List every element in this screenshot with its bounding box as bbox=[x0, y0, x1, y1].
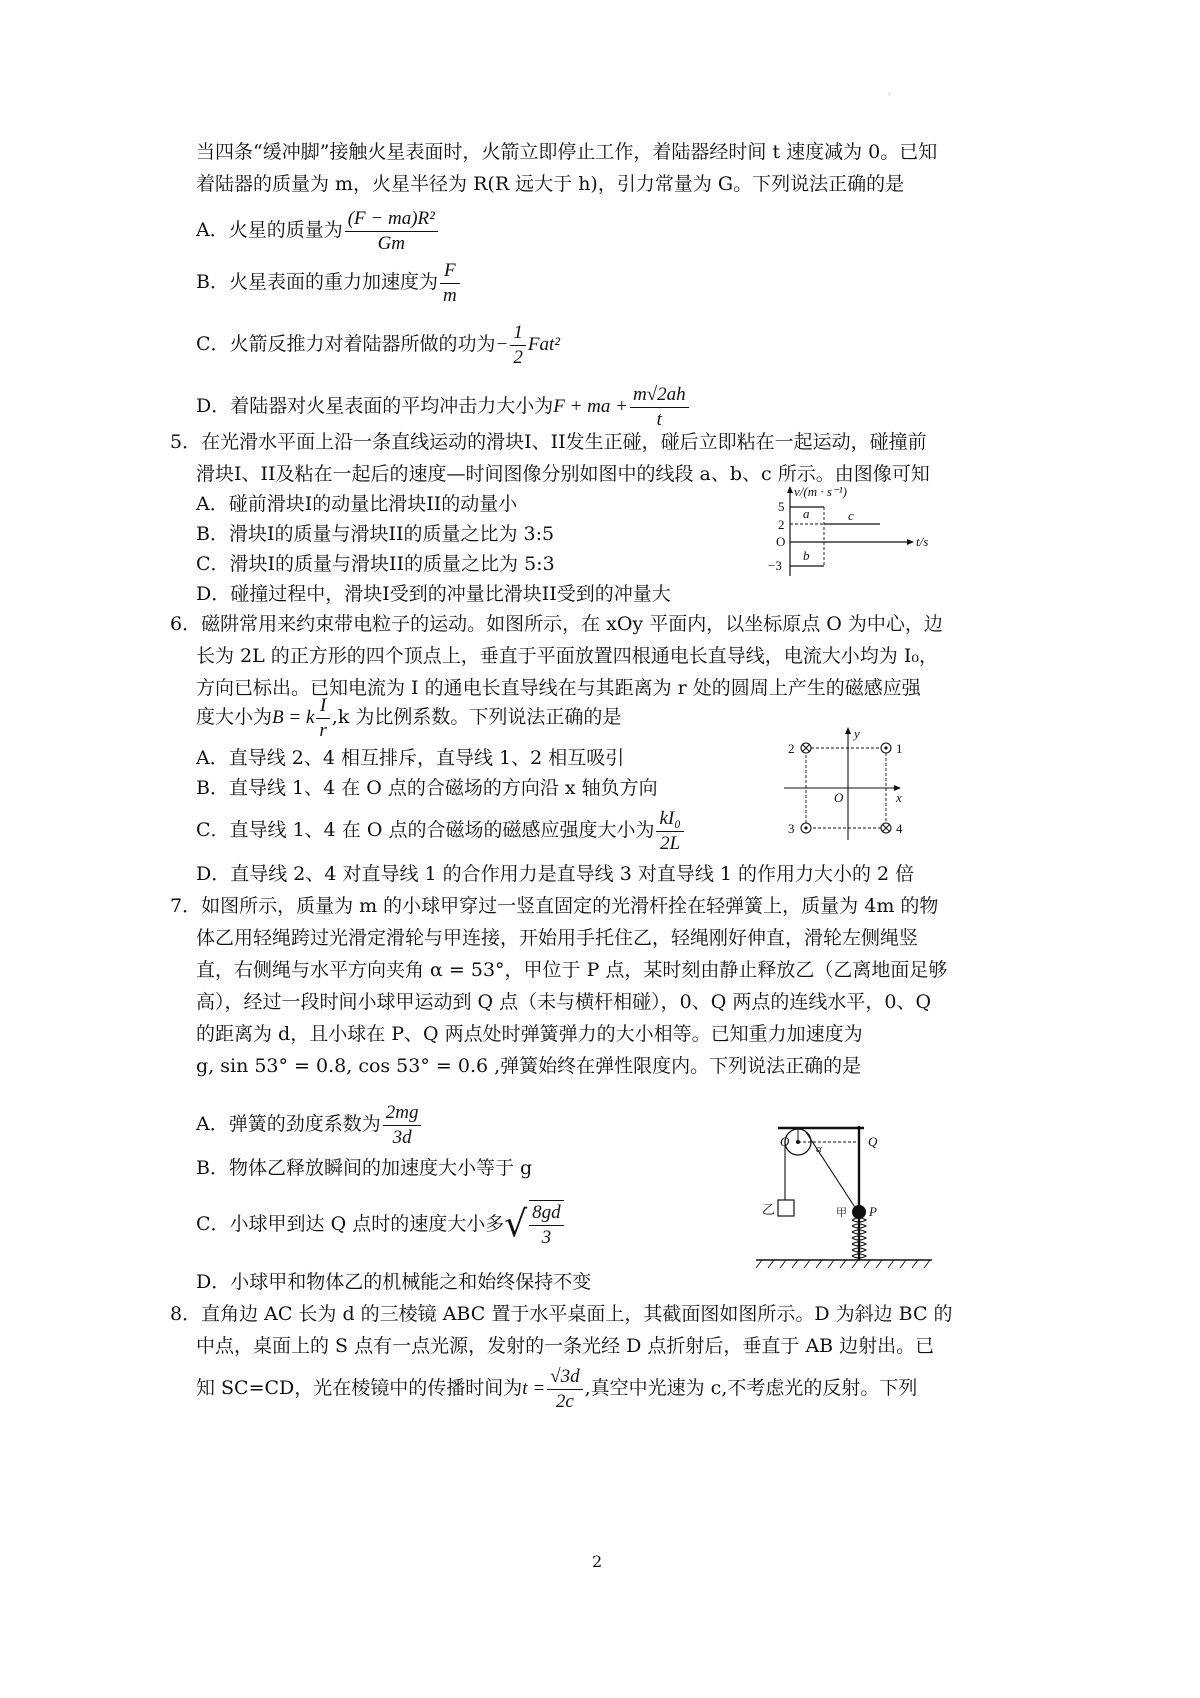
q8-line1: 8．直角边 AC 长为 d 的三棱镜 ABC 置于水平桌面上，其截面图如图所示。D 为斜边 BC 的 bbox=[170, 1303, 953, 1325]
q7-option-c-text: C．小球甲到达 Q 点时的速度大小多 bbox=[196, 1213, 505, 1235]
q6-line3: 方向已标出。已知电流为 I 的通电长直导线在与其距离为 r 处的圆周上产生的磁感应强 bbox=[196, 677, 921, 699]
q7-block-yi bbox=[778, 1200, 794, 1216]
q5-option-a: A．碰前滑块I的动量比滑块II的动量小 bbox=[196, 493, 518, 515]
q7-line2: 体乙用轻绳跨过光滑定滑轮与甲连接，开始用手托住乙，轻绳刚好伸直，滑轮左侧绳竖 bbox=[196, 927, 919, 949]
q6-line2: 长为 2L 的正方形的四个顶点上，垂直于平面放置四根通电长直导线，电流大小均为 I₀， bbox=[196, 645, 938, 667]
q4-option-d-fraction bbox=[630, 383, 689, 432]
q7-label-p: P bbox=[869, 1204, 877, 1219]
q5-label-a: a bbox=[803, 506, 810, 521]
q7-line5: 的距离为 d，且小球在 P、Q 两点处时弹簧弹力的大小相等。已知重力加速度为 bbox=[196, 1023, 863, 1045]
q5-label-c: c bbox=[848, 508, 854, 523]
q7-option-b: B．物体乙释放瞬间的加速度大小等于 g bbox=[196, 1157, 533, 1179]
q4-option-b-denominator: m bbox=[442, 284, 457, 306]
q7-option-a-denominator: 3d bbox=[392, 1126, 412, 1148]
q6-option-c-denominator: 2L bbox=[660, 832, 681, 854]
q4-option-a-numerator: (F − ma)R² bbox=[345, 207, 438, 232]
q5-option-d: D．碰撞过程中，滑块I受到的冲量比滑块II受到的冲量大 bbox=[196, 583, 671, 605]
q5-ylabel: v/(m · s⁻¹) bbox=[794, 484, 847, 499]
q7-option-a-numerator: 2mg bbox=[383, 1101, 422, 1126]
q5-x-arrow bbox=[907, 539, 914, 545]
q4-option-c-tail: Fat² bbox=[527, 334, 560, 355]
q4-option-c bbox=[196, 318, 560, 371]
q4-option-d-expr: F + ma + bbox=[553, 396, 628, 417]
q5-line1: 5．在光滑水平面上沿一条直线运动的滑块I、II发生正碰，碰后立即粘在一起运动，碰撞前 bbox=[170, 431, 927, 453]
q6-wire-4-label: 4 bbox=[896, 821, 903, 836]
q4-option-c-numerator: 1 bbox=[510, 321, 526, 346]
q6-option-c-fraction bbox=[656, 807, 683, 856]
q7-option-a bbox=[196, 1098, 423, 1150]
q4-option-b bbox=[196, 256, 462, 308]
q7-right-rope bbox=[806, 1132, 858, 1212]
q7-option-c-numerator: 8gd bbox=[529, 1201, 564, 1226]
q8-line3-fraction bbox=[547, 1365, 582, 1414]
q5-vt-graph bbox=[760, 484, 940, 584]
q7-label-o: O bbox=[780, 1134, 790, 1149]
q8-line3-pre: 知 SC=CD，光在棱镜中的传播时间为 bbox=[196, 1377, 523, 1399]
q6-option-b: B．直导线 1、4 在 O 点的合磁场的方向沿 x 轴负方向 bbox=[196, 777, 658, 799]
q7-option-c bbox=[196, 1196, 566, 1253]
q6-option-d: D．直导线 2、4 对直导线 1 的合作用力是直导线 3 对直导线 1 的作用力大小的 2 倍 bbox=[196, 863, 915, 885]
q4-option-a-denominator: Gm bbox=[377, 232, 406, 254]
q7-line3: 直，右侧绳与水平方向夹角 α = 53°，甲位于 P 点，某时刻由静止释放乙（乙离地面足够 bbox=[196, 959, 948, 981]
q5-line2: 滑块I、II及粘在一起后的速度—时间图像分别如图中的线段 a、b、c 所示。由图像可知 bbox=[196, 463, 930, 485]
q7-label-jia: 甲 bbox=[836, 1207, 847, 1219]
scan-dot: · bbox=[888, 90, 891, 99]
q8-line3-t: t = bbox=[522, 1378, 546, 1399]
q6-line4-pre: 度大小为 bbox=[196, 706, 273, 728]
q4-option-d-denominator: t bbox=[656, 408, 662, 430]
q4-option-d-numerator: m√2ah bbox=[630, 383, 689, 408]
q8-line3-numerator: √3d bbox=[547, 1365, 582, 1390]
q8-line3-post: ,真空中光速为 c,不考虑光的反射。下列 bbox=[584, 1377, 918, 1399]
q6-option-a: A．直导线 2、4 相互排斥，直导线 1、2 相互吸引 bbox=[196, 747, 625, 769]
q6-option-c bbox=[196, 804, 686, 856]
q7-option-c-fraction bbox=[529, 1200, 564, 1250]
q4-option-b-text: B．火星表面的重力加速度为 bbox=[196, 271, 438, 293]
q7-option-a-text: A．弹簧的劲度系数为 bbox=[196, 1113, 381, 1135]
q4-option-c-minus: − bbox=[495, 334, 509, 355]
q5-tick-5: 5 bbox=[778, 499, 785, 514]
q4-option-b-numerator: F bbox=[440, 259, 460, 284]
q6-origin-label: O bbox=[834, 790, 844, 805]
q6-wire-diagram bbox=[778, 724, 918, 844]
q8-line2: 中点，桌面上的 S 点有一点光源，发射的一条光经 D 点折射后，垂直于 AB 边射出。已 bbox=[196, 1335, 935, 1357]
q5-y-arrow bbox=[787, 486, 793, 493]
q4-intro-line1: 当四条“缓冲脚”接触火星表面时，火箭立即停止工作，着陆器经时间 t 速度减为 0。已知 bbox=[196, 141, 938, 163]
q7-option-a-fraction bbox=[383, 1101, 422, 1150]
q5-option-c: C．滑块I的质量与滑块II的质量之比为 5:3 bbox=[196, 553, 555, 575]
q7-option-c-denominator: 3 bbox=[541, 1227, 552, 1248]
q7-line4: 高），经过一段时间小球甲运动到 Q 点（未与横杆相碰），0、Q 两点的连线水平，0、Q bbox=[196, 991, 932, 1013]
q7-pulley-diagram bbox=[756, 1120, 936, 1270]
q4-option-d bbox=[196, 380, 691, 433]
q4-intro-line2: 着陆器的质量为 m，火星半径为 R(R 远大于 h)，引力常量为 G。下列说法正确的是 bbox=[196, 173, 905, 195]
q4-option-a bbox=[196, 204, 440, 256]
q7-sqrt-icon: √ bbox=[504, 1204, 528, 1245]
q7-label-yi: 乙 bbox=[762, 1202, 776, 1217]
q6-line4-fraction bbox=[316, 694, 329, 743]
q7-line1: 7．如图所示，质量为 m 的小球甲穿过一竖直固定的光滑杆拴在轻弹簧上，质量为 4m 的物 bbox=[170, 895, 939, 917]
q4-option-d-text: D．着陆器对火星表面的平均冲击力大小为 bbox=[196, 395, 554, 417]
q4-option-b-fraction bbox=[440, 259, 460, 308]
q4-option-c-fraction bbox=[510, 321, 526, 370]
q4-option-c-text: C．火箭反推力对着陆器所做的功为 bbox=[196, 333, 496, 355]
q6-wire-2-label: 2 bbox=[788, 741, 795, 756]
q6-wire-1-label: 1 bbox=[896, 741, 903, 756]
q5-label-b: b bbox=[803, 548, 810, 563]
q4-option-a-fraction bbox=[345, 207, 438, 256]
q7-label-alpha: α bbox=[816, 1143, 822, 1155]
q6-line4-post: ,k 为比例系数。下列说法正确的是 bbox=[331, 706, 622, 728]
q5-tick-o: O bbox=[776, 534, 786, 549]
q6-line1: 6．磁阱常用来约束带电粒子的运动。如图所示，在 xOy 平面内，以坐标原点 O 为中心，边 bbox=[170, 613, 943, 635]
q6-x-label: x bbox=[896, 790, 902, 805]
q5-xlabel: t/s bbox=[916, 534, 929, 549]
q7-option-d: D．小球甲和物体乙的机械能之和始终保持不变 bbox=[196, 1271, 592, 1293]
q4-option-a-text: A．火星的质量为 bbox=[196, 219, 343, 241]
q6-line4-denominator: r bbox=[319, 719, 327, 741]
q7-label-q: Q bbox=[868, 1134, 878, 1149]
q6-option-c-numerator: kI₀ bbox=[656, 807, 683, 832]
q6-y-label: y bbox=[854, 726, 860, 741]
page-number: 2 bbox=[592, 1552, 603, 1571]
q6-wire-3-label: 3 bbox=[788, 821, 795, 836]
q6-line4-numerator: I bbox=[316, 694, 329, 719]
q6-option-c-text: C．直导线 1、4 在 O 点的合磁场的磁感应强度大小为 bbox=[196, 819, 655, 841]
q5-tick-2: 2 bbox=[778, 517, 785, 532]
q6-line4-b: B = k bbox=[272, 707, 315, 728]
q4-option-c-denominator: 2 bbox=[513, 346, 523, 368]
q5-tick-minus3: −3 bbox=[768, 558, 782, 573]
q8-line3 bbox=[196, 1360, 917, 1417]
q7-ball-jia bbox=[852, 1205, 866, 1219]
q5-option-b: B．滑块I的质量与滑块II的质量之比为 3:5 bbox=[196, 523, 555, 545]
q8-line3-denominator: 2c bbox=[555, 1390, 574, 1412]
q7-line6: g, sin 53° = 0.8, cos 53° = 0.6 ,弹簧始终在弹性限度内。下列说法正确的是 bbox=[196, 1055, 862, 1077]
q6-line4 bbox=[196, 692, 621, 743]
q6-y-arrow bbox=[845, 727, 851, 734]
